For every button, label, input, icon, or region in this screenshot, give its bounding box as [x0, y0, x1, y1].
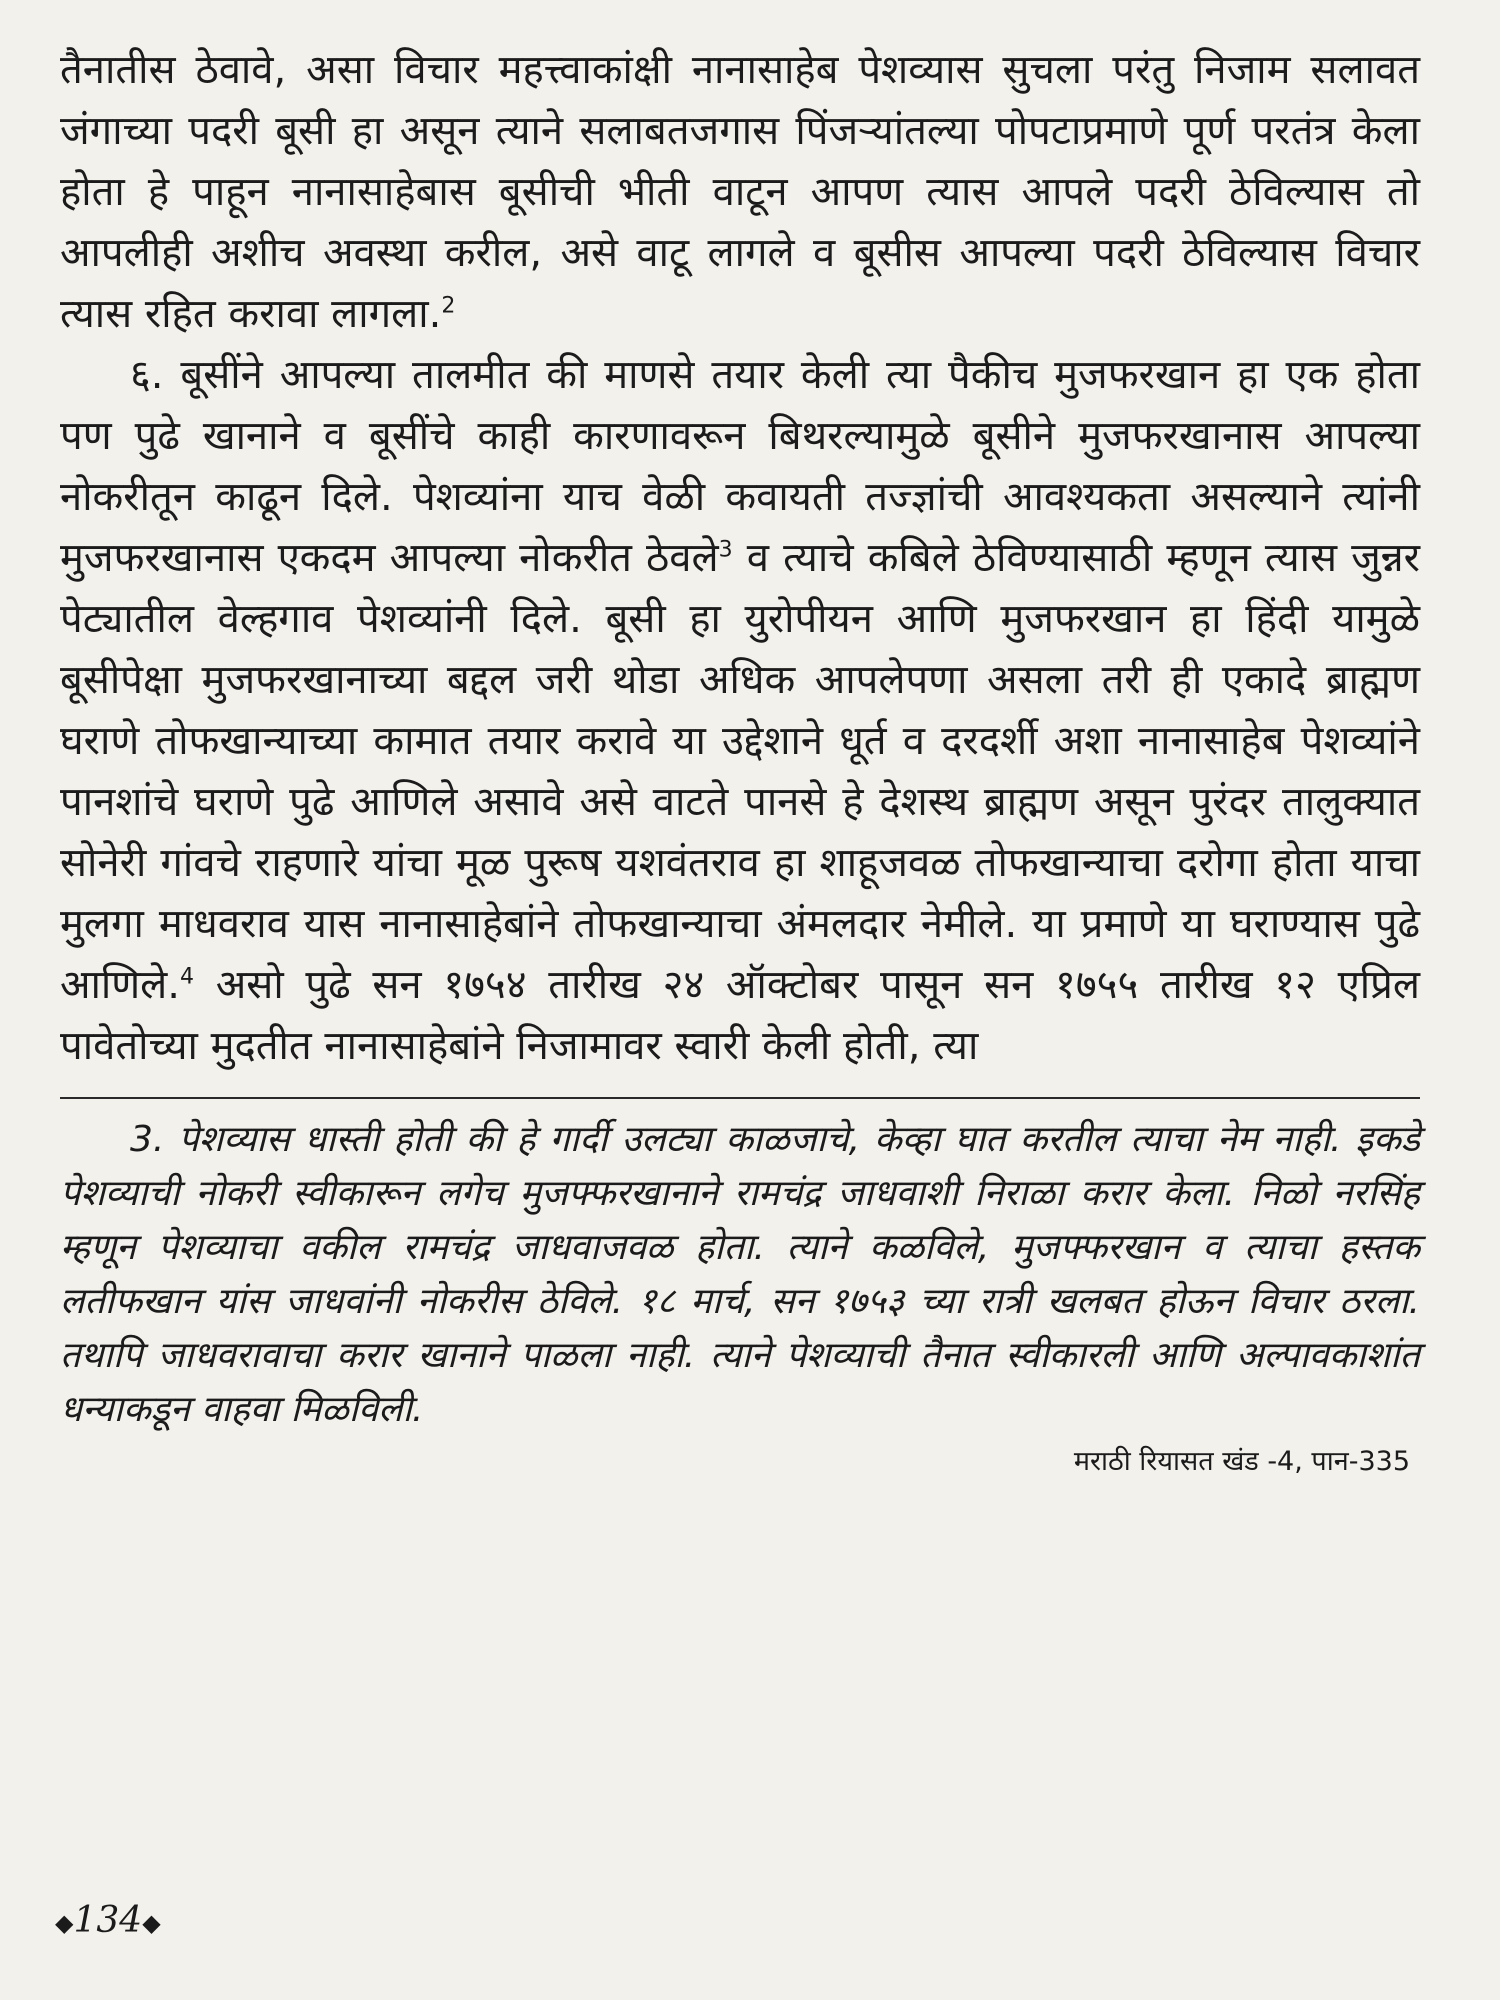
paragraph-2-text-c: असो पुढे सन १७५४ तारीख २४ ऑक्टोबर पासून सन १७५५ तारीख १२ एप्रिल पावेतोच्या मुदतीत नानासाहेबांने निजामावर स्वारी केली होती, त्या — [60, 962, 1420, 1069]
body-paragraph-2 — [60, 345, 1420, 1077]
footnote-ref-2: 2 — [441, 293, 456, 319]
body-paragraph-1 — [60, 40, 1420, 345]
footnote-ref-3: 3 — [718, 537, 733, 563]
footnote-ref-4: 4 — [180, 964, 194, 990]
page-number — [55, 1900, 161, 1941]
footnote-citation: मराठी रियासत खंड -4, पान-335 — [1073, 1446, 1410, 1477]
footnote-3 — [60, 1113, 1420, 1437]
footnote-separator — [60, 1097, 1420, 1099]
footnote-number: 3. — [130, 1119, 165, 1160]
paragraph-1-text: तैनातीस ठेवावे, असा विचार महत्त्वाकांक्षी नानासाहेब पेशव्यास सुचला परंतु निजाम सलावत जंगाच्या पदरी बूसी हा असून त्याने सलाबतजगास पिंजऱ्यांतल्या पोपटाप्रमाणे पूर्ण परतंत्र केला होता हे पाहून नानासाहेबास बूसीची भीती वाटून आपण त्यास आपले पदरी ठेविल्यास तो आपलीही अशीच अवस्था करील, असे वाटू लागले व बूसीस आपल्या पदरी ठेविल्यास विचार त्यास रहित करावा लागला. — [60, 47, 1420, 337]
footnote-text: पेशव्यास धास्ती होती की हे गार्दी उलट्या काळजाचे, केव्हा घात करतील त्याचा नेम नाही. इकडे पेशव्याची नोकरी स्वीकारून लगेच मुजफ्फरखानाने रामचंद्र जाधवाशी निराळा करार केला. निळो नरसिंह म्हणून पेशव्याचा वकील रामचंद्र जाधवाजवळ होता. त्याने कळविले, मुजफ्फरखान व त्याचा हस्तक लतीफखान यांस जाधवांनी नोकरीस ठेविले. १८ मार्च, सन १७५३ च्या रात्री खलबत होऊन विचार ठरला. तथापि जाधवरावाचा करार खानाने पाळला नाही. त्याने पेशव्याची तैनात स्वीकारली आणि अल्पावकाशांत धन्याकडून वाहवा मिळविली. — [60, 1119, 1421, 1430]
page-number-text: 134 — [73, 1900, 143, 1941]
paragraph-2-text-b: व त्याचे कबिले ठेविण्यासाठी म्हणून त्यास जुन्नर पेट्यातील वेल्हगाव पेशव्यांनी दिले. बूसी हा युरोपीयन आणि मुजफरखान हा हिंदी यामुळे बूसीपेक्षा मुजफरखानाच्या बद्दल जरी थोडा अधिक आपलेपणा असला तरी ही एकादे ब्राह्मण घराणे तोफखान्याच्या कामात तयार करावे या उद्देशाने धूर्त व दरदर्शी अशा नानासाहेब पेशव्यांने पानशांचे घराणे पुढे आणिले असावे असे वाटते पानसे हे देशस्थ ब्राह्मण असून पुरंदर तालुक्यात सोनेरी गांवचे राहणारे यांचा मूळ पुरूष यशवंतराव हा शाहूजवळ तोफखान्याचा दरोगा होता याचा मुलगा माधवराव यास नानासाहेबांने तोफखान्याचा अंमलदार नेमीले. या प्रमाणे या घराण्यास पुढे आणिले. — [60, 535, 1420, 1008]
paragraph-2-text-a: ६. बूसींने आपल्या तालमीत की माणसे तयार केली त्या पैकीच मुजफरखान हा एक होता पण पुढे खानाने व बूसींचे काही कारणावरून बिथरल्यामुळे बूसीने मुजफरखानास आपल्या नोकरीतून काढून दिले. पेशव्यांना याच वेळी कवायती तज्ज्ञांची आवश्यकता असल्याने त्यांनी मुजफरखानास एकदम आपल्या नोकरीत ठेवले — [60, 352, 1420, 581]
diamond-ornament-left-icon: ◆ — [55, 1909, 74, 1937]
diamond-ornament-right-icon: ◆ — [142, 1909, 161, 1937]
